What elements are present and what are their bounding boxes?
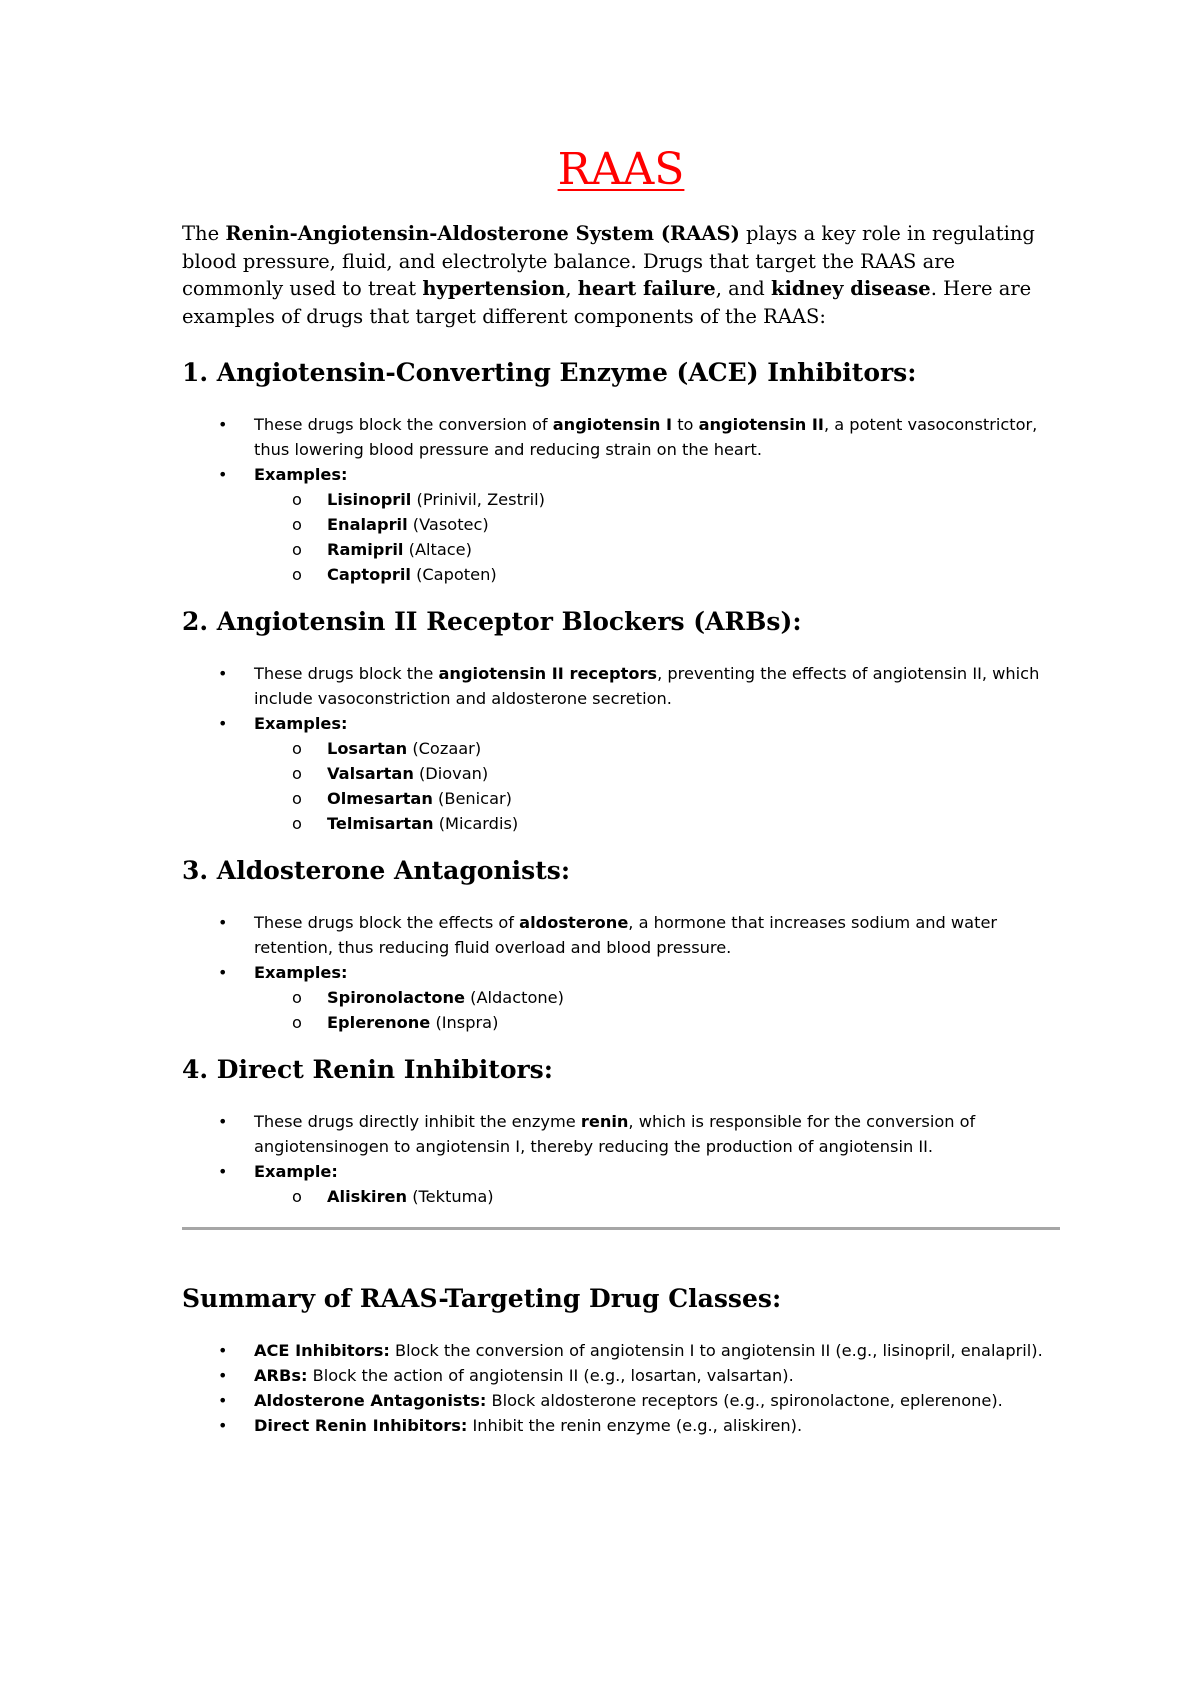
section-list-direct-renin-inhibitors [182,1109,1060,1209]
drug-item [182,761,1060,786]
intro-text: plays a key role in regulating blood pressure, fluid, and electrolyte balance. Drugs that target the RAAS are commonly used to treat [182,222,1035,300]
desc-text: , preventing the effects of angiotensin II, which include vasoconstriction and aldosterone secretion. [254,664,1040,708]
desc-text: , a hormone that increases sodium and water retention, thus reducing fluid overload and blood pressure. [254,913,998,957]
examples-label: Examples: [254,714,348,733]
examples-label: Examples: [254,963,348,982]
list-item [182,1159,1060,1209]
examples-label: Example: [254,1162,338,1181]
drug-item [182,786,1060,811]
examples-label: Examples: [254,465,348,484]
intro-bold-hypertension: hypertension [422,277,566,300]
drug-name: Ramipril [327,540,404,559]
drug-item [182,985,1060,1010]
drug-name: Enalapril [327,515,408,534]
drug-name: Telmisartan [327,814,434,833]
summary-item [182,1338,1060,1363]
summary-heading: Summary of RAAS-Targeting Drug Classes: [182,1284,782,1313]
desc-bold: angiotensin I [552,415,673,434]
drug-brand: (Altace) [403,540,472,559]
drug-brand: (Vasotec) [407,515,489,534]
desc-text: , a potent vasoconstrictor, thus lowering blood pressure and reducing strain on the heart. [254,415,1038,459]
desc-text: , which is responsible for the conversion of angiotensinogen to angiotensin I, thereby reducing the production of angiotensin II. [254,1112,976,1156]
section-heading-arbs: 2. Angiotensin II Receptor Blockers (ARBs): [182,607,802,636]
drug-item [182,811,1060,836]
summary-text: Inhibit the renin enzyme (e.g., aliskiren). [467,1416,803,1435]
intro-text: , and [715,277,771,300]
summary-text: Block the action of angiotensin II (e.g., losartan, valsartan). [307,1366,794,1385]
drug-brand: (Capoten) [410,565,497,584]
section-heading-direct-renin-inhibitors: 4. Direct Renin Inhibitors: [182,1055,553,1084]
drug-brand: (Aldactone) [464,988,564,1007]
summary-label: Direct Renin Inhibitors: [254,1416,468,1435]
desc-text: These drugs block the conversion of [254,415,553,434]
drug-item [182,537,1060,562]
drug-brand: (Benicar) [432,789,512,808]
intro-bold-heart-failure: heart failure [577,277,716,300]
summary-item [182,1413,1060,1438]
desc-bold: aldosterone [519,913,629,932]
drug-name: Spironolactone [327,988,465,1007]
drug-name: Valsartan [327,764,414,783]
list-item [182,412,1060,462]
drug-brand: (Cozaar) [407,739,482,758]
drug-item [182,1184,1060,1209]
list-item [182,910,1060,960]
desc-text: These drugs block the [254,664,439,683]
section-heading-aldosterone-antagonists: 3. Aldosterone Antagonists: [182,856,571,885]
drug-sublist [254,736,1060,836]
list-item [182,661,1060,711]
summary-label: Aldosterone Antagonists: [254,1391,487,1410]
section-list-aldosterone-antagonists [182,910,1060,1035]
drug-name: Eplerenone [327,1013,431,1032]
desc-text: These drugs block the effects of [254,913,520,932]
drug-sublist [254,985,1060,1035]
drug-item [182,487,1060,512]
list-item [182,711,1060,836]
intro-text: , [565,277,578,300]
desc-bold: angiotensin II receptors [438,664,658,683]
summary-text: Block the conversion of angiotensin I to angiotensin II (e.g., lisinopril, enalapril). [389,1341,1043,1360]
section-list-arbs [182,661,1060,836]
document-title: RAAS [557,144,685,195]
drug-brand: (Diovan) [413,764,489,783]
drug-brand: (Prinivil, Zestril) [411,490,545,509]
summary-label: ARBs: [254,1366,308,1385]
drug-brand: (Inspra) [430,1013,499,1032]
drug-name: Olmesartan [327,789,433,808]
list-item [182,1109,1060,1159]
intro-paragraph [182,220,1060,330]
drug-sublist [254,487,1060,587]
drug-name: Lisinopril [327,490,412,509]
section-heading-ace-inhibitors: 1. Angiotensin-Converting Enzyme (ACE) Inhibitors: [182,358,917,387]
drug-item [182,512,1060,537]
desc-bold: renin [580,1112,629,1131]
list-item [182,462,1060,587]
intro-text: . Here are examples of drugs that target different components of the RAAS: [182,277,1032,328]
list-item [182,960,1060,1035]
drug-name: Captopril [327,565,411,584]
drug-item [182,1010,1060,1035]
desc-text: These drugs directly inhibit the enzyme [254,1112,581,1131]
drug-item [182,736,1060,761]
intro-bold-raas: Renin-Angiotensin-Aldosterone System (RAAS) [225,222,740,245]
intro-bold-kidney-disease: kidney disease [770,277,931,300]
drug-brand: (Micardis) [433,814,519,833]
document-page [182,142,1060,1456]
drug-item [182,562,1060,587]
desc-text: to [672,415,699,434]
section-list-ace-inhibitors [182,412,1060,587]
summary-label: ACE Inhibitors: [254,1341,390,1360]
drug-sublist [254,1184,1060,1209]
drug-name: Losartan [327,739,408,758]
intro-text: The [182,222,226,245]
summary-item [182,1363,1060,1388]
spacer [182,1230,1060,1282]
desc-bold: angiotensin II [698,415,824,434]
summary-item [182,1388,1060,1413]
drug-name: Aliskiren [327,1187,408,1206]
summary-text: Block aldosterone receptors (e.g., spironolactone, eplerenone). [486,1391,1003,1410]
drug-brand: (Tektuma) [407,1187,494,1206]
summary-list [182,1338,1060,1438]
